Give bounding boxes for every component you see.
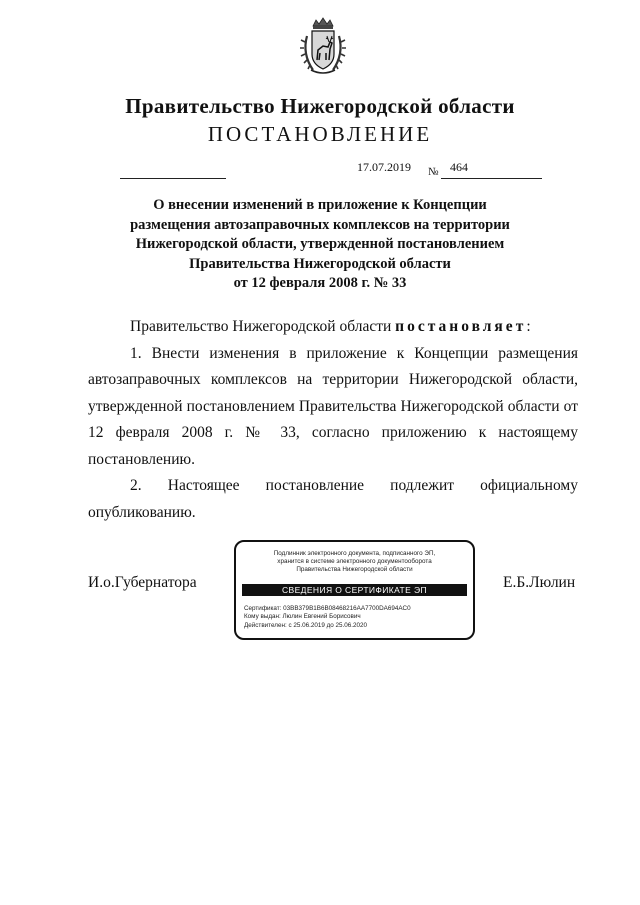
heading-line: Нижегородской области, утвержденной постановлением [135,236,505,252]
intro-text: Правительство Нижегородской области [130,318,396,335]
stamp-note [242,550,467,574]
stamp-details [244,605,411,630]
certificate-owner: Кому выдан: Люлин Евгений Борисович [244,613,361,621]
heading-line: О внесении изменений в приложение к Концепции [153,197,487,213]
signatory-position: И.о.Губернатора [88,574,197,591]
stamp-note-line: Подлинник электронного документа, подписанного ЭП, [273,550,436,557]
document-type: ПОСТАНОВЛЕНИЕ [207,122,433,146]
document-number: 464 [450,160,468,174]
document-date: 17.07.2019 [357,160,411,174]
date-underline-left [120,178,226,179]
paragraph-item-1: 1. Внести изменения в приложение к Концепции размещения автозаправочных комплексов на территории Нижегородской области, утвержденной постановлением Правительства Нижегородской области от 12 февраля 2008 г. № 33, согласно приложению к настоящему постановлению. [88,344,578,468]
organization-title: Правительство Нижегородской области [125,94,515,118]
number-underline [441,178,542,179]
e-signature-stamp [234,540,475,640]
stamp-note-line: Правительства Нижегородской области [296,566,413,573]
number-sign: № [428,166,439,178]
document-heading [120,196,520,294]
paragraph-item-2: 2. Настоящее постановление подлежит официальному опубликованию. [88,477,578,521]
stamp-title-bar: СВЕДЕНИЯ О СЕРТИФИКАТЕ ЭП [242,584,467,596]
heading-line: размещения автозаправочных комплексов на территории [130,216,510,233]
stamp-note-line: хранится в системе электронного документооборота [277,558,432,565]
signatory-name: Е.Б.Люлин [503,574,576,591]
coat-of-arms-icon [299,16,347,76]
heading-line: Правительства Нижегородской области [189,255,451,272]
intro-paragraph [88,314,578,341]
resolves-word: постановляет [395,318,527,335]
certificate-validity: Действителен: с 25.06.2019 до 25.06.2020 [244,621,368,629]
document-body [88,314,578,526]
heading-line: от 12 февраля 2008 г. № 33 [233,275,407,291]
intro-colon: : [526,318,531,335]
certificate-serial: Сертификат: 03BB379B1B6B08468216AA7700DA694AC0 [244,605,411,612]
